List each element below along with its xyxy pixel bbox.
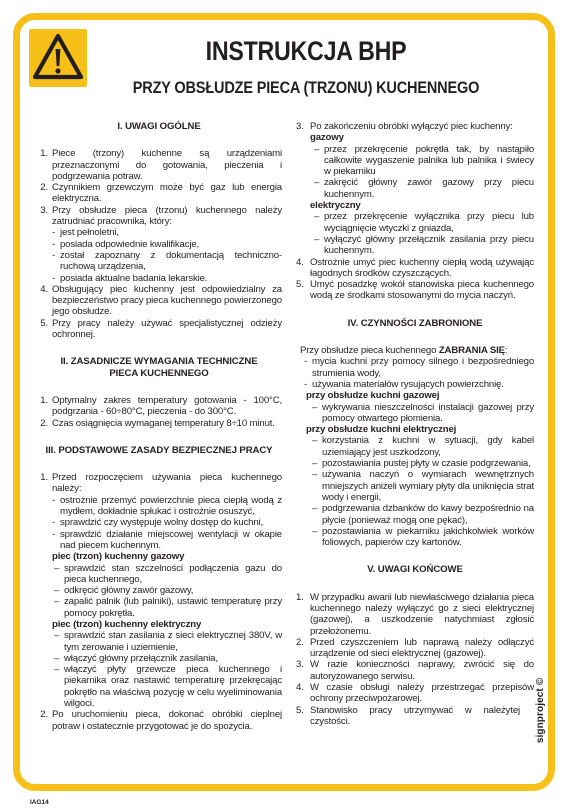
- list-item: – podgrzewania dzbanków do kawy bezpośrednio na płycie (ponieważ mogą one pękać),: [296, 503, 534, 526]
- list-item: 5. Umyć posadzkę wokół stanowiska pieca kuchennego wodą ze środkami stosowanymi do mycia naczyń.: [296, 279, 534, 302]
- subheading-electric-kitchen: przy obsłudze kuchni elektrycznej: [306, 424, 457, 436]
- list-item: 2. Czas osiągnięcia wymaganej temperatury 8÷10 minut.: [40, 417, 275, 429]
- list-item: 3. Po zakończeniu obróbki wyłączyć piec kuchenny:: [296, 121, 513, 132]
- list-item: – wyłączyć główny przełącznik zasilania przy piecu kuchennym.: [296, 234, 534, 257]
- list-item: 4. Obsługujący piec kuchenny jest odpowiedzialny za bezpieczeństwo pracy pieca kuchennego powierzonego jego obsłudze.: [40, 283, 282, 318]
- page-title: INSTRUKCJA BHP: [205, 36, 407, 66]
- section-title-general: I. UWAGI OGÓLNE: [117, 121, 201, 132]
- section-title-safe-work: III. PODSTAWOWE ZASADY BEZPIECZNEJ PRACY: [45, 444, 273, 456]
- subheading-electric: piec (trzon) kuchenny elektryczny: [52, 618, 202, 630]
- list-item: - mycia kuchni przy pomocy silnego i bezpośredniego strumienia wody,: [304, 356, 534, 379]
- list-item: - ostrożnie przemyć powierzchnie pieca ciepłą wodą z mydłem, dokładnie spłukać i ostrożnie osuszyć,: [52, 495, 282, 518]
- list-item: – używania naczyń o wymiarach wewnętrznych mniejszych aniżeli wymiary płyty dla uniknięcia strat wody i energii,: [296, 469, 534, 503]
- page-subtitle: PRZY OBSŁUDZE PIECA (TRZONU) KUCHENNEGO: [132, 79, 480, 97]
- subheading-electric-off: elektryczny: [310, 200, 361, 212]
- list-item: 5. Przy pracy należy używać specjalistycznej odzieży ochronnej.: [40, 317, 282, 341]
- list-item: 3. Przy obsłudze pieca (trzonu) kuchennego należy zatrudniać pracownika, który: - jest pełnoletni, - posiada odpowiednie kwalifikacje, - został zapoznany z dokumentacją techniczno-ruchową urządzenia, - posiada aktualne badania lekarskie.: [36, 205, 282, 284]
- list-item: – zapalić palnik (lub palniki), ustawić temperaturę przy pomocy pokrętła.: [36, 596, 282, 619]
- list-item: - sprawdzić czy występuje wolny dostęp do kuchni,: [52, 517, 282, 528]
- left-column: [36, 121, 282, 732]
- list-item: 2. Przed czyszczeniem lub naprawą należy odłączyć urządzenie od sieci elektrycznej (gazowej).: [296, 636, 534, 660]
- sign-code: IAG14: [30, 799, 49, 806]
- list-item: – przez przekręcenie pokrętła tak, by nastąpiło całkowite wygaszenie palnika lub palnika i świecy w piekarniku: [296, 144, 534, 178]
- list-item: 1. Przed rozpoczęciem używania pieca kuchennego należy: - ostrożnie przemyć powierzchnie pieca ciepłą wodą z mydłem, dokładnie spłukać i ostrożnie osuszyć, - sprawdzić czy występuje wolny dostęp do kuchni, - sprawdzić działanie miejscowej wentylacji w okapie nad piecem kuchennym.: [36, 472, 282, 551]
- list-item: 2. Po uruchomieniu pieca, dokonać obróbki cieplnej potraw i ostatecznie przygotować je do spożycia.: [40, 709, 282, 732]
- list-item: 4. Ostrożnie umyć piec kuchenny ciepłą wodą używając łagodnych środków czyszczących.: [296, 256, 534, 279]
- section-title-final: V. UWAGI KOŃCOWE: [367, 564, 463, 576]
- list-item: – przez przekręcenie wyłącznika przy piecu lub wyciągnięcie wtyczki z gniazda,: [296, 211, 534, 234]
- section-title-forbidden: IV. CZYNNOŚCI ZABRONIONE: [347, 317, 483, 329]
- section-title-technical: II. ZASADNICZE WYMAGANIA TECHNICZNE PIECA KUCHENNEGO: [60, 356, 258, 379]
- list-item: – pozostawiania pustej płyty w czasie podgrzewania,: [296, 458, 534, 469]
- list-item: 5. Stanowisko pracy utrzymywać w należytej czystości.: [296, 704, 520, 727]
- forbidden-intro: Przy obsłudze pieca kuchennego ZABRANIA SIĘ:: [300, 345, 508, 357]
- list-item: - sprawdzić działanie miejscowej wentylacji w okapie nad piecem kuchennym.: [52, 529, 282, 552]
- list-item: - posiada odpowiednie kwalifikacje,: [52, 239, 282, 250]
- subheading-gas-off: gazowy: [310, 132, 344, 144]
- list-item: – odkręcić główny zawór gazowy,: [36, 585, 282, 596]
- list-item: – pozostawiania w piekarniku jakichkolwiek worków foliowych, papierów czy kartonów.: [296, 526, 534, 549]
- right-column: [296, 121, 534, 727]
- warning-triangle-icon: [32, 33, 84, 81]
- list-item: – włączyć płyty grzewcze pieca kuchennego i piekarnika oraz nastawić temperaturę przekręcając pokrętło na właściwą pozycję w celu wyeliminowania wilgoci.: [36, 664, 282, 709]
- subheading-gas: piec (trzon) kuchenny gazowy: [52, 551, 185, 563]
- list-item: - posiada aktualne badania lekarskie.: [52, 273, 282, 284]
- list-item: – korzystania z kuchni w sytuacji, gdy kabel uziemiający jest uszkodzony,: [296, 435, 534, 458]
- subheading-gas-kitchen: przy obsłudze kuchni gazowej: [306, 390, 440, 402]
- list-item: – włączyć główny przełącznik zasilania,: [36, 653, 282, 664]
- brand-text: signproject ©: [535, 677, 547, 743]
- list-item: – wykrywania nieszczelności instalacji gazowej przy pomocy otwartego płomienia.: [296, 402, 534, 425]
- warning-box: [29, 29, 87, 87]
- list-item: 4. W czasie obsługi należy przestrzegać przepisów ochrony przeciwpożarowej.: [296, 682, 534, 705]
- list-item: 1. Optymalny zakres temperatury gotowania - 100°C, podgrzania - 60÷80°C, pieczenia - do 300°C.: [40, 394, 282, 418]
- list-item: – sprawdzić stan szczelności podłączenia gazu do pieca kuchennego,: [36, 563, 282, 586]
- list-item: 3. W razie konieczności naprawy, zwrócić się do autoryzowanego serwisu.: [296, 659, 534, 682]
- list-item: - używania materiałów rysujących powierzchnię.: [304, 379, 534, 390]
- list-item: 1. Piece (trzony) kuchenne są urządzeniami przeznaczonymi do gotowania, pieczenia i podgrzewania potraw.: [40, 148, 282, 182]
- list-item: - został zapoznany z dokumentacją techniczno-ruchową urządzenia,: [52, 250, 282, 273]
- list-item: – zakręcić główny zawór gazowy przy piecu kuchennym.: [296, 177, 534, 200]
- list-item: 1. W przypadku awarii lub niewłaściwego działania pieca kuchennego należy wyłączyć go z sieci elektrycznej (gazowej), a uszkodzenie natychmiast zgłosić przełożonemu.: [296, 591, 534, 637]
- list-item: 2. Czynnikiem grzewczym może być gaz lub energia elektryczna.: [40, 182, 282, 205]
- list-item: – sprawdzić stan zasilania z sieci elektrycznej 380V, w tym zerowanie i uziemienie,: [36, 630, 282, 653]
- list-item: - jest pełnoletni,: [52, 227, 282, 238]
- brand-mark: [534, 645, 548, 775]
